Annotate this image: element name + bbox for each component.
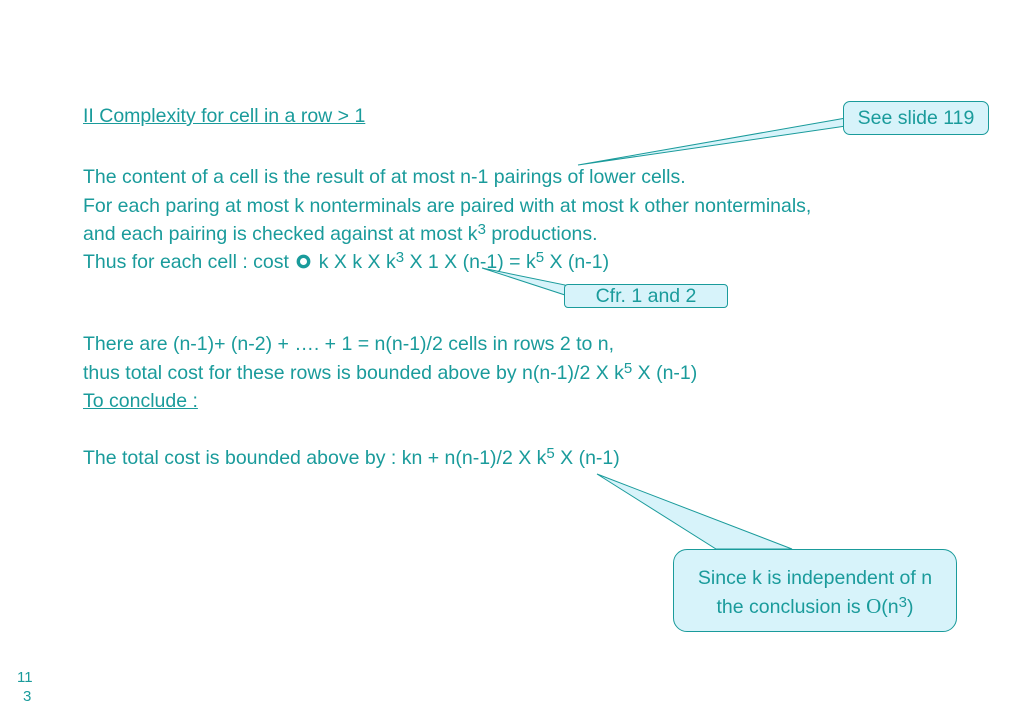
text-line-2: For each paring at most k nonterminals are paired with at most k other nonterminals, (83, 195, 812, 217)
exponent: 5 (623, 360, 633, 377)
text-line-5: There are (n-1)+ (n-2) + …. + 1 = n(n-1)/2 cells in rows 2 to n, (83, 333, 615, 355)
page-number (17, 668, 33, 706)
big-o-symbol: O (866, 594, 882, 618)
exponent: 5 (546, 445, 555, 462)
cfr-callout: Cfr. 1 and 2 (564, 284, 728, 308)
text-line-3-part-a: and each pairing is checked against at most k (83, 223, 478, 245)
see-slide-callout: See slide 119 (843, 101, 989, 135)
conclusion-pointer (597, 474, 792, 549)
text-line-4-part-c: X 1 X (n-1) = k (404, 251, 536, 273)
page-number-line-1: 11 (17, 669, 33, 686)
text-line-4-part-b: k X k X k (313, 251, 396, 273)
conclusion-line-2-part-c: ) (906, 596, 914, 618)
text-line-8-part-b: X (n-1) (554, 447, 620, 469)
to-conclude-label: To conclude : (83, 390, 198, 412)
text-line-6-part-b: X (n-1) (632, 362, 698, 384)
text-line-3-part-b: productions. (485, 223, 598, 245)
text-line-8-part-a: The total cost is bounded above by : kn + n(n-1)/2 X k (83, 447, 547, 469)
page-number-line-2: 3 (23, 688, 32, 705)
exponent: 3 (477, 221, 486, 238)
conclusion-line-1: Since k is independent of n (697, 567, 933, 589)
conclusion-line-2-part-a: the conclusion is (716, 596, 867, 618)
text-line-4-part-d: X (n-1) (544, 251, 610, 273)
circle-bullet-icon (296, 252, 311, 275)
text-line-4-part-a: Thus for each cell : cost (83, 251, 289, 273)
text-line-6-part-a: thus total cost for these rows is bounded above by n(n-1)/2 X k (83, 362, 624, 384)
conclusion-line-2-part-b: (n (881, 596, 899, 618)
see-slide-pointer (578, 118, 846, 165)
conclusion-callout (673, 549, 957, 632)
text-line-4 (83, 251, 609, 275)
text-line-6 (83, 362, 697, 385)
text-line-1: The content of a cell is the result of at most n-1 pairings of lower cells. (83, 166, 686, 188)
exponent: 3 (898, 594, 907, 611)
exponent: 3 (395, 249, 405, 266)
conclusion-line-2 (674, 592, 956, 621)
slide-heading: II Complexity for cell in a row > 1 (83, 105, 366, 127)
exponent: 5 (535, 249, 545, 266)
text-line-3 (83, 223, 598, 246)
text-line-8 (83, 447, 620, 470)
